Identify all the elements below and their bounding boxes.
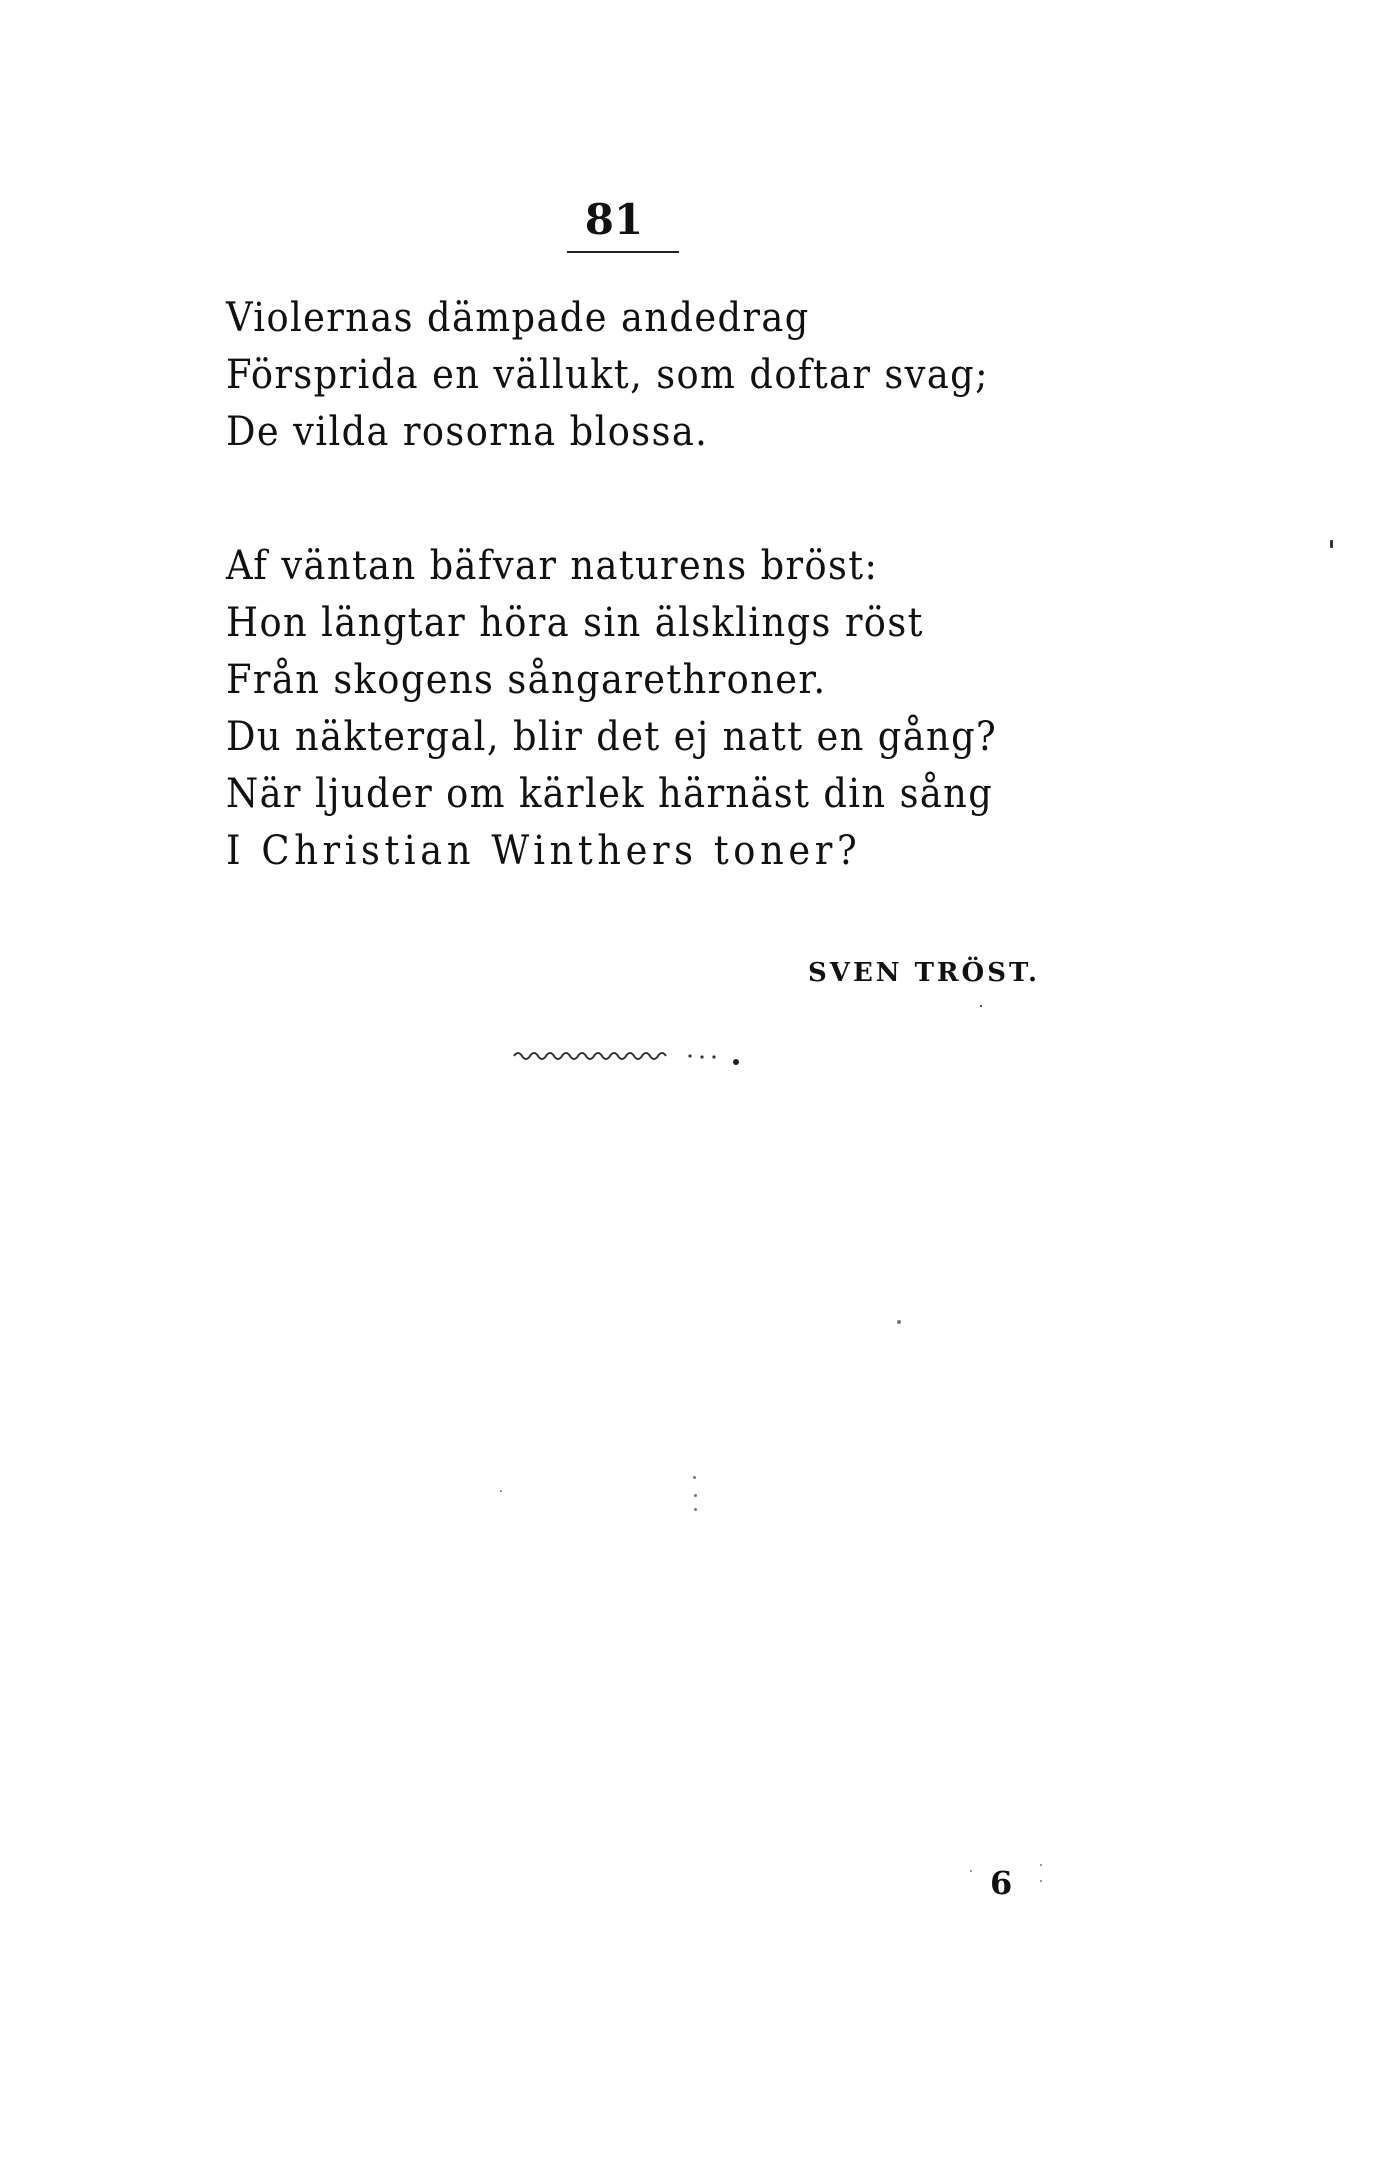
- print-speck: [693, 1476, 696, 1479]
- poem-stanza-1: [226, 290, 1055, 461]
- print-speck: [980, 1005, 982, 1007]
- poem-line: Hon längtar höra sin älsklings röst: [226, 600, 924, 646]
- print-speck: [1040, 1880, 1042, 1882]
- decorative-squiggle-divider: [512, 1048, 742, 1068]
- print-speck: [1330, 540, 1333, 548]
- print-speck: [1040, 1864, 1042, 1866]
- poem-stanza-2: [226, 538, 1064, 880]
- poem-line: Från skogens sångarethroner.: [226, 657, 827, 703]
- print-speck: [897, 1320, 901, 1324]
- author-signature: SVEN TRÖST.: [808, 958, 1041, 988]
- print-speck: [694, 1494, 697, 1497]
- page-number: 81: [584, 195, 644, 244]
- print-speck: [500, 1490, 502, 1492]
- print-speck: [970, 1870, 972, 1872]
- poem-line: Af väntan bäfvar naturens bröst:: [226, 543, 879, 589]
- poem-line: Violernas dämpade andedrag: [226, 295, 810, 341]
- poem-line: Försprida en vällukt, som doftar svag;: [226, 352, 989, 398]
- page-number-underline: [567, 251, 679, 253]
- poem-line: Du näktergal, blir det ej natt en gång?: [226, 714, 998, 760]
- poem-line: De vilda rosorna blossa.: [226, 409, 709, 455]
- signature-mark-number: 6: [990, 1864, 1013, 1902]
- poem-line: När ljuder om kärlek härnäst din sång: [226, 771, 994, 817]
- print-speck: [694, 1508, 697, 1511]
- poem-line: I Christian Winthers toner?: [226, 828, 862, 874]
